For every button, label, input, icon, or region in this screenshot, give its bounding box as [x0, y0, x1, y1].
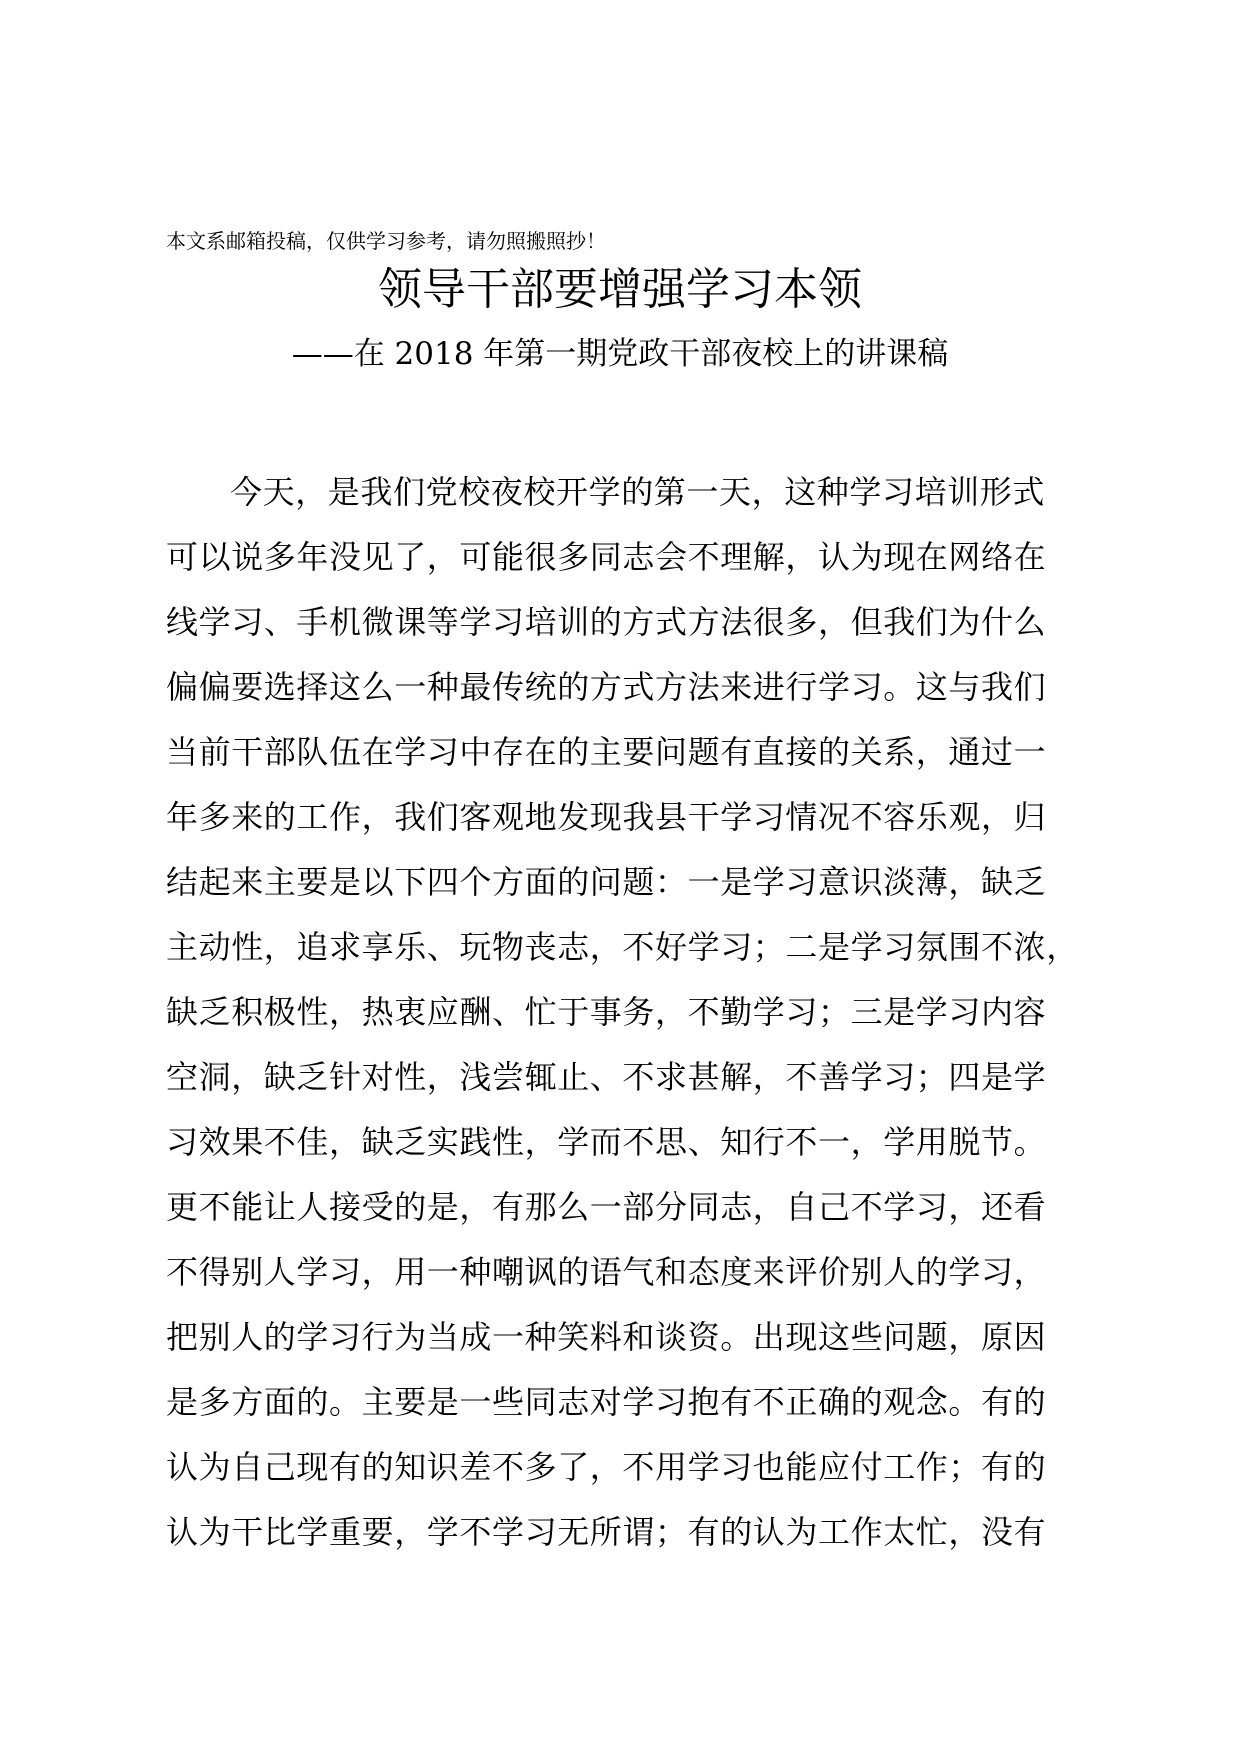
body-paragraph: [166, 460, 1086, 1565]
body-line: 偏偏要选择这么一种最传统的方式方法来进行学习。这与我们: [166, 668, 1047, 706]
body-line: 更不能让人接受的是，有那么一部分同志，自己不学习，还看: [166, 1188, 1047, 1226]
body-line: 不得别人学习，用一种嘲讽的语气和态度来评价别人的学习，: [166, 1253, 1047, 1291]
body-line: 线学习、手机微课等学习培训的方式方法很多，但我们为什么: [166, 603, 1047, 641]
copyright-notice: 本文系邮箱投稿，仅供学习参考，请勿照搬照抄！: [166, 229, 606, 253]
body-line: 当前干部队伍在学习中存在的主要问题有直接的关系，通过一: [166, 733, 1047, 771]
document-title: 领导干部要增强学习本领: [378, 264, 862, 315]
body-line: 可以说多年没见了，可能很多同志会不理解，认为现在网络在: [166, 538, 1047, 576]
document-subtitle: ——在 2018 年第一期党政干部夜校上的讲课稿: [291, 336, 949, 372]
body-line: 认为自己现有的知识差不多了，不用学习也能应付工作；有的: [166, 1448, 1047, 1486]
body-line: 结起来主要是以下四个方面的问题：一是学习意识淡薄，缺乏: [166, 863, 1047, 901]
body-line: 空洞，缺乏针对性，浅尝辄止、不求甚解，不善学习；四是学: [166, 1058, 1047, 1096]
body-line: 年多来的工作，我们客观地发现我县干学习情况不容乐观，归: [166, 798, 1047, 836]
body-line: 缺乏积极性，热衷应酬、忙于事务，不勤学习；三是学习内容: [166, 993, 1047, 1031]
body-line: 习效果不佳，缺乏实践性，学而不思、知行不一，学用脱节。: [166, 1123, 1047, 1161]
body-line: 今天，是我们党校夜校开学的第一天，这种学习培训形式: [230, 473, 1046, 511]
body-line: 把别人的学习行为当成一种笑料和谈资。出现这些问题，原因: [166, 1318, 1047, 1356]
body-line: 是多方面的。主要是一些同志对学习抱有不正确的观念。有的: [166, 1383, 1047, 1421]
body-line: 认为干比学重要，学不学习无所谓；有的认为工作太忙，没有: [166, 1513, 1047, 1551]
body-line: 主动性，追求享乐、玩物丧志，不好学习；二是学习氛围不浓，: [166, 928, 1079, 966]
